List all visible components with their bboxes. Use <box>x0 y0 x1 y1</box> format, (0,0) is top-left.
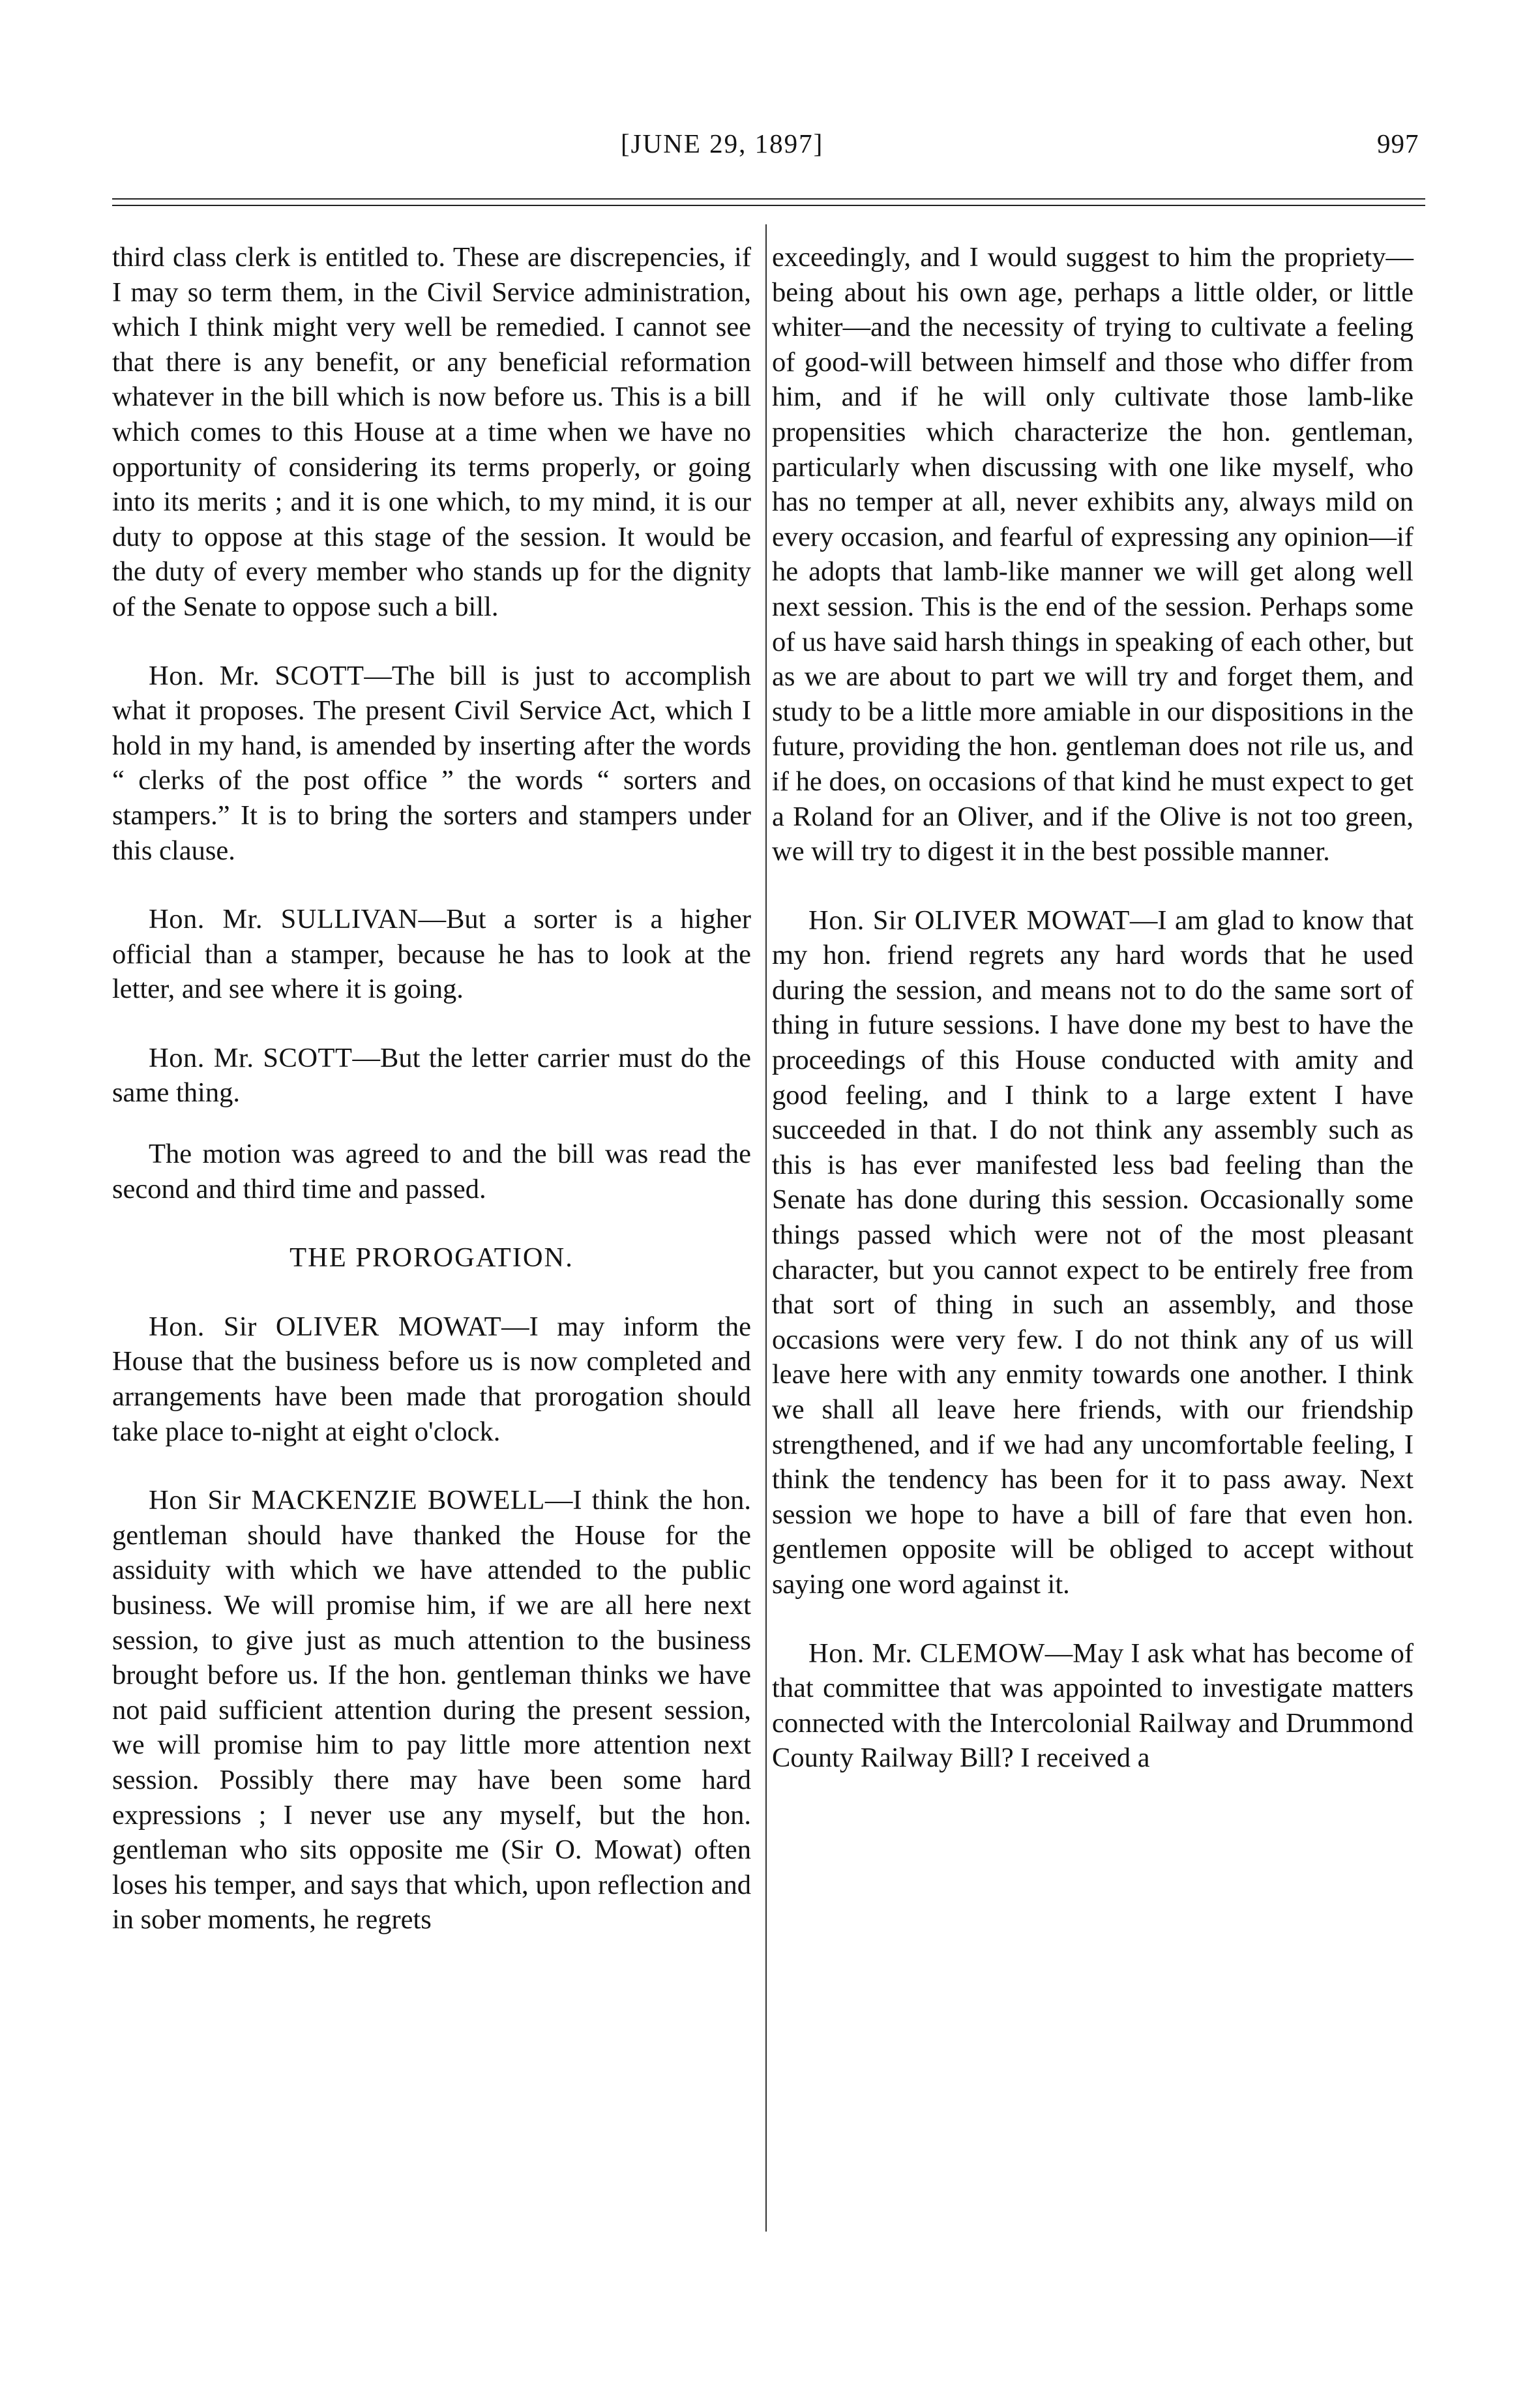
paragraph <box>112 1041 751 1111</box>
paragraph <box>772 1636 1414 1776</box>
page-number: 997 <box>1377 128 1419 158</box>
column-divider <box>765 224 767 2232</box>
paragraph-text: third class clerk is entitled to. These are discrepencies, if I may so term them, in the Civil Service administration, which I think might very well be remedied. I cannot see that there is any benefit, or any beneficial reformation whatever in the bill which is now before us. This is a bill which comes to this House at a time when we have no opportunity of considering its terms properly, or going into its merits ; and it is one which, to my mind, it is our duty to oppose at this stage of the session. It would be the duty of every member who stands up for the dignity of the Senate to oppose such a bill. <box>112 242 751 622</box>
paragraph <box>112 1483 751 1937</box>
right-column <box>772 240 1414 1776</box>
paragraph-text: —I may inform the House that the business before us is now completed and arrangements have been made that prorogation should take place to-night at eight o'clock. <box>112 1311 751 1447</box>
paragraph <box>112 659 751 869</box>
speaker-name: Hon. Mr. CLEMOW <box>808 1637 1045 1669</box>
paragraph-text: The motion was agreed to and the bill was read the second and third time and passed. <box>112 1139 751 1204</box>
speaker-name: Hon. Mr. SCOTT <box>149 660 364 691</box>
speaker-name: Hon. Sir OLIVER MOWAT <box>149 1311 502 1342</box>
paragraph <box>772 240 1414 869</box>
paragraph-text: —I am glad to know that my hon. friend regrets any hard words that he used during the session, and means not to do the same sort of thing in future sessions. I have done my best to have the proceedings of this House conducted with amity and good feeling, and I think to a large extent I have succeeded in that. I do not think any assembly such as this is has ever manifested less bad feeling than the Senate has done during this session. Occasionally some things passed which were not of the most pleasant character, but you cannot expect to be entirely free from that sort of thing in such an assembly, and those occasions were very few. I do not think any of us will leave here with any enmity towards one another. I think we shall all leave here friends, with our friendship strengthened, and if we had any uncomfortable feeling, I think the tendency has been for it to pass away. Next session we hope to have a bill of fare that even hon. gentlemen opposite will be obliged to accept without saying one word against it. <box>772 904 1414 1600</box>
speaker-name: Hon. Sir OLIVER MOWAT <box>808 904 1130 936</box>
paragraph <box>772 903 1414 1602</box>
header-rule-top <box>112 198 1425 200</box>
paragraph-text: —But the letter carrier must do the same thing. <box>112 1042 751 1109</box>
paragraph-text: —The bill is just to accomplish what it proposes. The present Civil Service Act, which I hold in my hand, is amended by inserting after the words “ clerks of the post office ” the words “ sorters and stampers.” It is to bring the sorters and stampers under this clause. <box>112 660 751 866</box>
paragraph <box>112 240 751 625</box>
header-rule-bottom <box>112 205 1425 206</box>
paragraph-text: exceedingly, and I would suggest to him the propriety—being about his own age, perhaps a little older, or little whiter—and the necessity of trying to cultivate a feeling of good-will between himself and those who differ from him, and if he will only cultivate those lamb-like propensities which characterize the hon. gentleman, particularly when discussing with one like myself, who has no temper at all, never exhibits any, always mild on every occasion, and fearful of expressing any opinion—if he adopts that lamb-like manner we will get along well next session. This is the end of the session. Perhaps some of us have said harsh things in speaking of each other, but as we are about to part we will try and forget them, and study to be a little more amiable in our dispositions in the future, providing the hon. gentleman does not rile us, and if he does, on occasions of that kind he must expect to get a Roland for an Oliver, and if the Olive is not too green, we will try to digest it in the best possible manner. <box>772 242 1414 867</box>
speaker-name: Hon. Mr. SULLIVAN <box>149 904 419 935</box>
speaker-name: Hon. Mr. SCOTT <box>149 1042 353 1073</box>
speaker-name: Hon Sir MACKENZIE BOWELL <box>149 1485 545 1516</box>
paragraph <box>112 1137 751 1206</box>
page-header <box>0 128 1540 167</box>
paragraph-text: —May I ask what has become of that committee that was appointed to investigate matters connected with the Intercolonial Railway and Drummond County Railway Bill? I received a <box>772 1637 1414 1774</box>
header-date: [JUNE 29, 1897] <box>621 128 824 158</box>
paragraph <box>112 1309 751 1449</box>
paragraph <box>112 902 751 1007</box>
section-heading: THE PROROGATION. <box>289 1242 574 1274</box>
left-column <box>112 240 751 1937</box>
paragraph-text: —I think the hon. gentleman should have thanked the House for the assiduity with which we have attended to the public business. We will promise him, if we are all here next session, to give just as much attention to the business brought before us. If the hon. gentleman thinks we have not paid sufficient attention during the present session, we will promise him to pay little more attention next session. Possibly there may have been some hard expressions ; I never use any myself, but the hon. gentleman who sits opposite me (Sir O. Mowat) often loses his temper, and says that which, upon reflection and in sober moments, he regrets <box>112 1485 751 1936</box>
paragraph-text: —But a sorter is a higher official than a stamper, because he has to look at the letter, and see where it is going. <box>112 904 751 1005</box>
